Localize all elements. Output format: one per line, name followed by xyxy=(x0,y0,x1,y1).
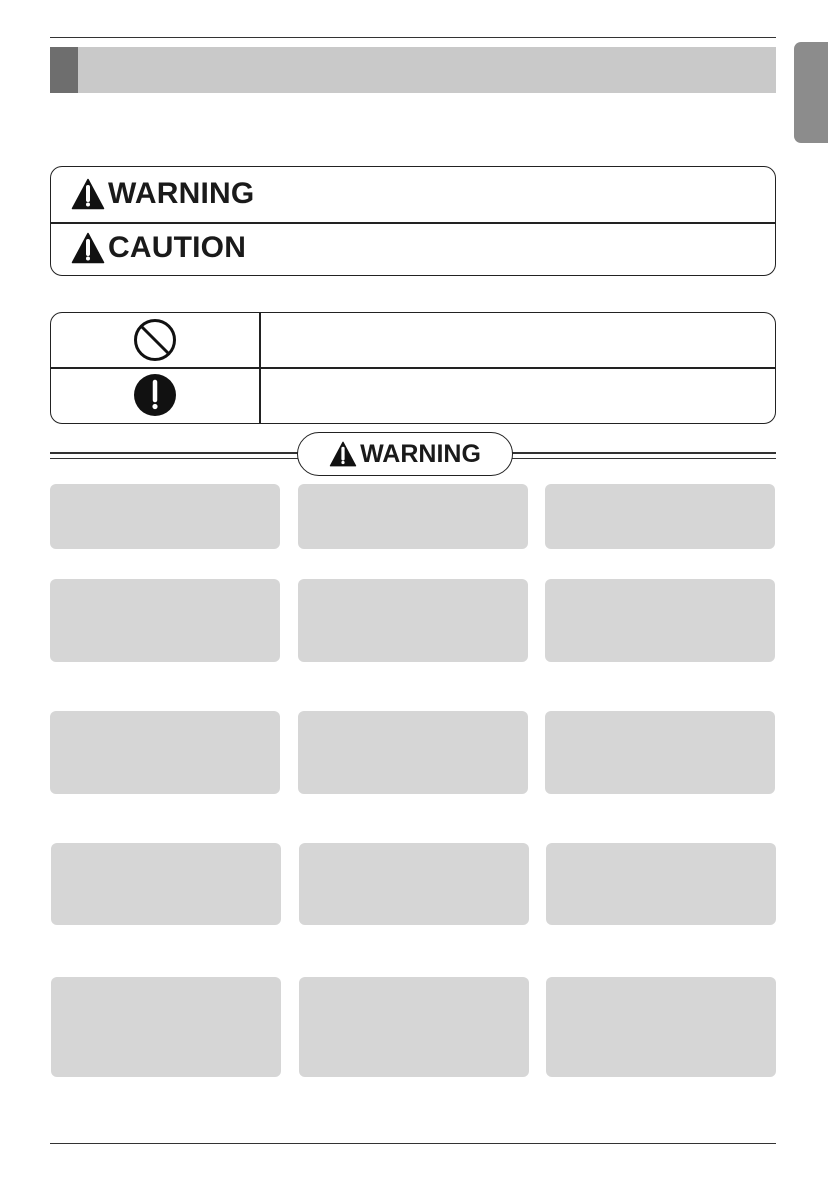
warning-triangle-icon xyxy=(329,441,357,467)
symbols-legend-box xyxy=(50,312,776,424)
warning-illustration-11 xyxy=(299,843,529,925)
warning-illustration-2 xyxy=(298,484,528,549)
warning-illustration-15 xyxy=(546,977,776,1077)
top-rule xyxy=(50,37,776,38)
warning-section-label: WARNING xyxy=(360,439,481,468)
warning-illustration-4 xyxy=(50,579,280,662)
section-title-bar xyxy=(50,47,776,93)
mandatory-cell xyxy=(51,368,259,422)
warning-illustration-6 xyxy=(545,579,775,662)
warning-triangle-icon xyxy=(71,178,105,210)
caution-signal-label: CAUTION xyxy=(108,231,247,264)
warning-illustration-1 xyxy=(50,484,280,549)
warning-illustration-3 xyxy=(545,484,775,549)
warning-illustration-12 xyxy=(546,843,776,925)
warning-signal-row xyxy=(71,177,254,211)
caution-triangle-icon xyxy=(71,232,105,264)
footer-rule xyxy=(50,1143,776,1144)
language-tab xyxy=(794,42,828,143)
warning-illustration-7 xyxy=(50,711,280,794)
warning-illustration-8 xyxy=(298,711,528,794)
warning-section-header xyxy=(297,432,513,476)
warning-illustration-10 xyxy=(51,843,281,925)
warning-illustration-5 xyxy=(298,579,528,662)
prohibition-icon xyxy=(133,318,177,362)
signal-words-box xyxy=(50,166,776,276)
warning-illustration-14 xyxy=(299,977,529,1077)
signal-divider xyxy=(51,222,775,224)
warning-signal-label: WARNING xyxy=(108,177,255,210)
mandatory-exclamation-icon xyxy=(133,373,177,417)
prohibition-cell xyxy=(51,313,259,367)
title-bar-marker xyxy=(50,47,78,93)
caution-signal-row xyxy=(71,231,246,265)
symbols-column-divider xyxy=(259,313,261,423)
warning-illustration-13 xyxy=(51,977,281,1077)
warning-illustration-9 xyxy=(545,711,775,794)
